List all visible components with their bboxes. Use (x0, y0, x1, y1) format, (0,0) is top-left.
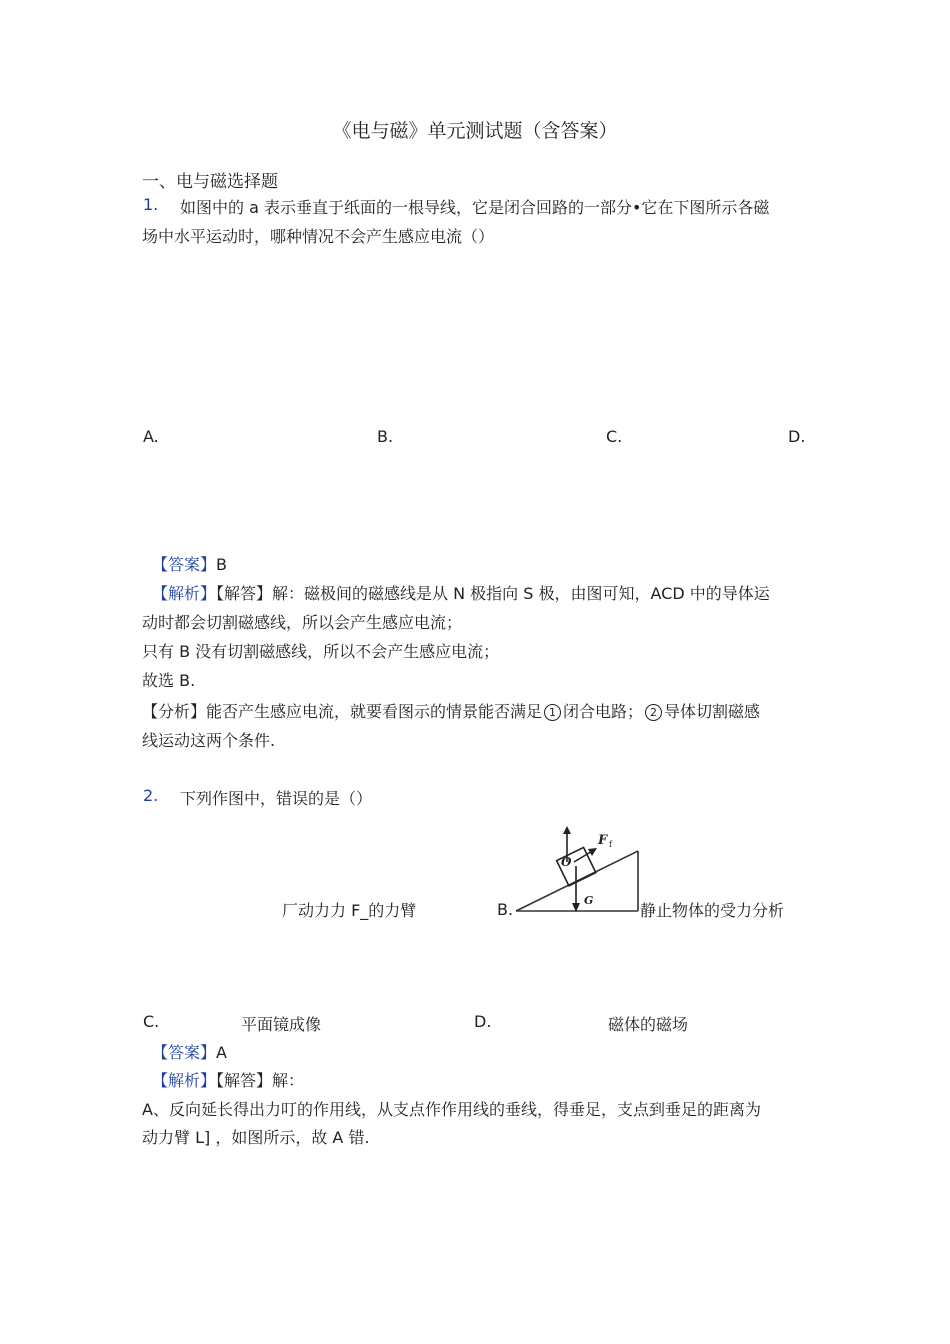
q1-analysis-line4: 故选 B. (142, 671, 196, 690)
q2-answer (152, 1040, 227, 1063)
circled-number-2: 2 (645, 704, 662, 721)
q2-option-a-text: 厂动力力 F_的力臂 (282, 901, 417, 920)
q2-option-c-text: 平面镜成像 (241, 1015, 322, 1034)
analysis-text: 【解答】解：磁极间的磁感线是从 N 极指向 S 极，由图可知，ACD 中的导体运 (216, 584, 770, 603)
friction-subscript: f (609, 840, 612, 849)
fenxi-text-c: 导体切割磁感 (664, 702, 761, 721)
fenxi-text-a: 【分析】能否产生感应电流，就要看图示的情景能否满足 (142, 702, 543, 721)
analysis-text: 【解答】解： (216, 1071, 305, 1090)
q2-stem: 下列作图中，错误的是（） (180, 789, 373, 808)
answer-value: A (216, 1043, 227, 1062)
q2-analysis-line2: 动力臂 L] ，如图所示，故 A 错. (142, 1128, 370, 1147)
pivot-label: O (561, 855, 572, 869)
document-title: 《电与磁》单元测试题（含答案） (332, 120, 618, 142)
gravity-label: G (584, 894, 594, 907)
answer-tag: 【答案】 (152, 555, 217, 574)
q1-option-d: D. (788, 427, 806, 446)
q2-option-d-text: 磁体的磁场 (608, 1015, 689, 1034)
q1-option-c: C. (606, 427, 623, 446)
q1-analysis-line1 (152, 581, 770, 604)
answer-tag: 【答案】 (152, 1043, 217, 1062)
analysis-tag: 【解析】 (152, 1071, 217, 1090)
friction-label: F (598, 833, 608, 848)
q2-option-c-label: C. (143, 1012, 160, 1031)
q2-option-b-label: B. (497, 900, 514, 919)
fenxi-text-b: 闭合电路； (563, 702, 644, 721)
answer-value: B (216, 555, 227, 574)
normal-force-arrowhead (563, 826, 571, 834)
q1-analysis-line2: 动时都会切割磁感线，所以会产生感应电流； (142, 613, 463, 632)
circled-number-1: 1 (544, 704, 561, 721)
q1-fenxi-line1 (142, 699, 760, 722)
q1-option-a: A. (143, 427, 159, 446)
q2-analysis-head (152, 1068, 304, 1091)
q2-option-d-label: D. (474, 1012, 492, 1031)
q1-answer (152, 552, 227, 575)
q2-option-b-text: 静止物体的受力分析 (640, 901, 785, 920)
q1-fenxi-line2: 线运动这两个条件. (142, 731, 276, 750)
analysis-tag: 【解析】 (152, 584, 217, 603)
q2-analysis-line1: A、反向延长得出力叮的作用线，从支点作作用线的垂线，得垂足，支点到垂足的距离为 (142, 1100, 761, 1119)
q1-analysis-line3: 只有 B 没有切割磁感线，所以不会产生感应电流； (142, 642, 500, 661)
q1-stem-line1: 如图中的 a 表示垂直于纸面的一根导线，它是闭合回路的一部分•它在下图所示各磁 (180, 198, 770, 217)
q1-option-b: B. (377, 427, 394, 446)
section-heading: 一、电与磁选择题 (142, 172, 278, 192)
q1-stem-line2: 场中水平运动时，哪种情况不会产生感应电流（） (142, 227, 495, 246)
q2-number: 2. (143, 786, 159, 805)
incline-force-diagram (512, 826, 642, 916)
q1-number: 1. (143, 195, 159, 214)
